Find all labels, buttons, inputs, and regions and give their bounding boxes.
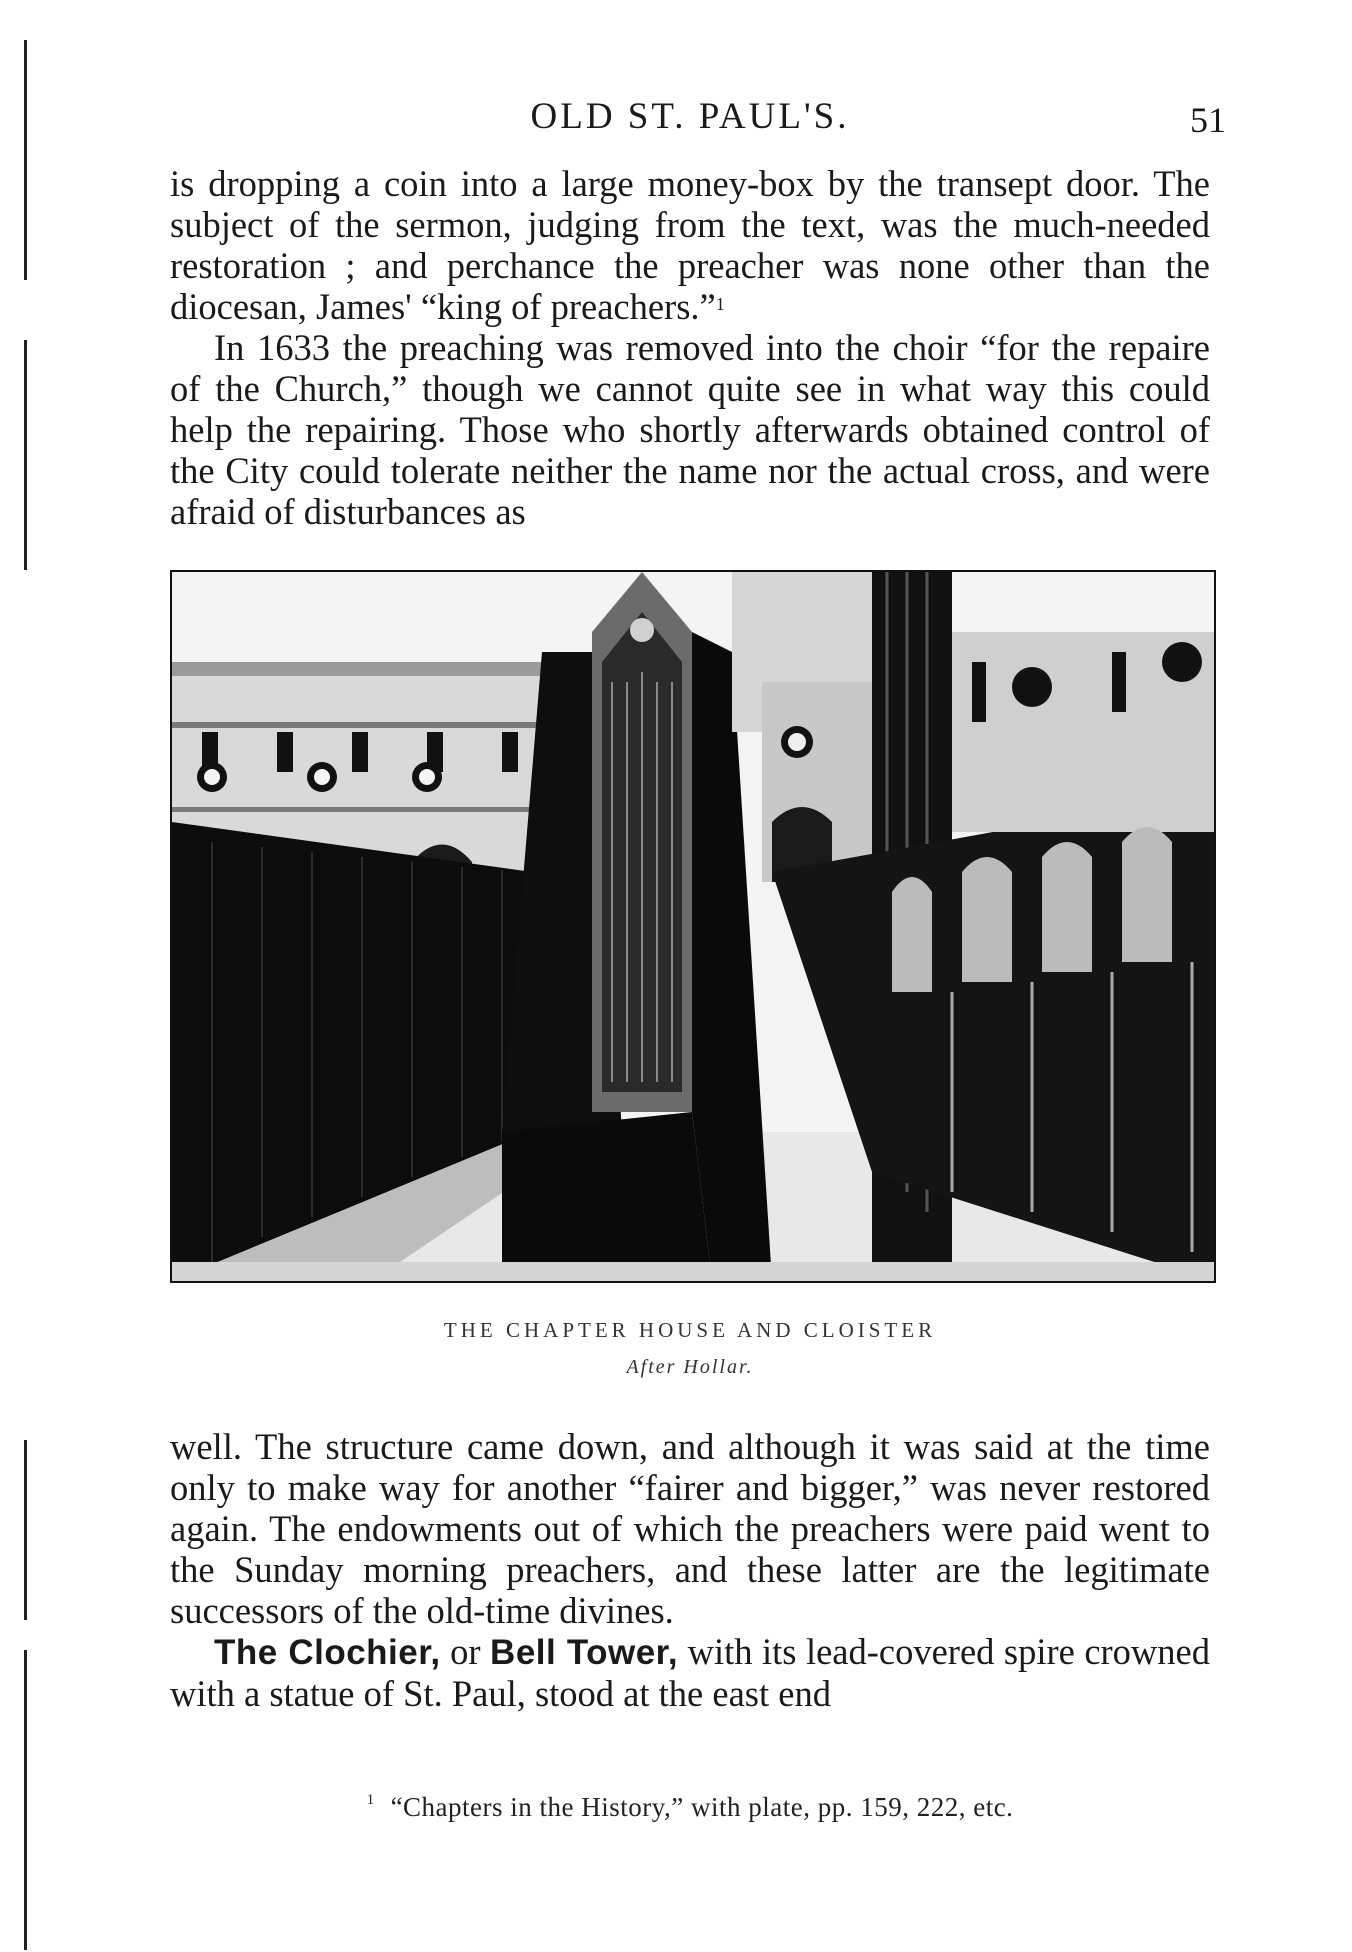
paragraph: In 1633 the preaching was removed into the choir “for the repaire of the Church,” though we cannot quite see in what way this could help the repairing. Those who shortly afterwards obtained control of the City could tolerate neither the name nor the actual cross, and were afraid of disturbances as: [170, 327, 1210, 532]
scan-margin-line: [24, 1440, 27, 1620]
connector-text: or: [440, 1631, 491, 1672]
footnote: [170, 1792, 1210, 1823]
footnote-marker: 1: [366, 1792, 375, 1808]
chapter-house-illustration: [170, 570, 1216, 1283]
paragraph-text: with its lead-covered spire crowned with a statue of St. Paul, stood at the east end: [170, 1631, 1210, 1714]
running-head: OLD ST. PAUL'S.: [530, 96, 850, 137]
page-number: 51: [1190, 100, 1226, 140]
footnote-reference: 1: [715, 294, 725, 314]
footnote-text: “Chapters in the History,” with plate, pp. 159, 222, etc.: [390, 1792, 1014, 1822]
scan-margin-line: [24, 1650, 27, 1950]
page-header: [170, 95, 1226, 140]
paragraph: well. The structure came down, and although it was said at the time only to make way for another “fairer and bigger,” was never restored again. The endowments out of which the preachers were paid went to the Sunday morning preachers, and these latter are the legitimate successors of the old-time divines.: [170, 1426, 1210, 1631]
scan-margin-line: [24, 340, 27, 570]
paragraph: [170, 1631, 1210, 1714]
clochier-heading: The Clochier,: [214, 1633, 441, 1672]
lower-text-block: [170, 1426, 1210, 1714]
scan-margin-line: [24, 40, 27, 280]
upper-text-block: [170, 163, 1210, 532]
bell-tower-heading: Bell Tower,: [490, 1633, 679, 1672]
paragraph: [170, 163, 1210, 327]
plate-caption-credit: After Hollar.: [626, 1356, 754, 1378]
paragraph-text: is dropping a coin into a large money-box by the transept door. The subject of the sermon, judging from the text, was the much-needed restoration ; and perchance the preacher was none other than the diocesan, James' “king of preachers.”: [170, 163, 1210, 327]
plate-caption-title: THE CHAPTER HOUSE AND CLOISTER: [443, 1318, 937, 1342]
engraving-picture: [172, 572, 1214, 1281]
